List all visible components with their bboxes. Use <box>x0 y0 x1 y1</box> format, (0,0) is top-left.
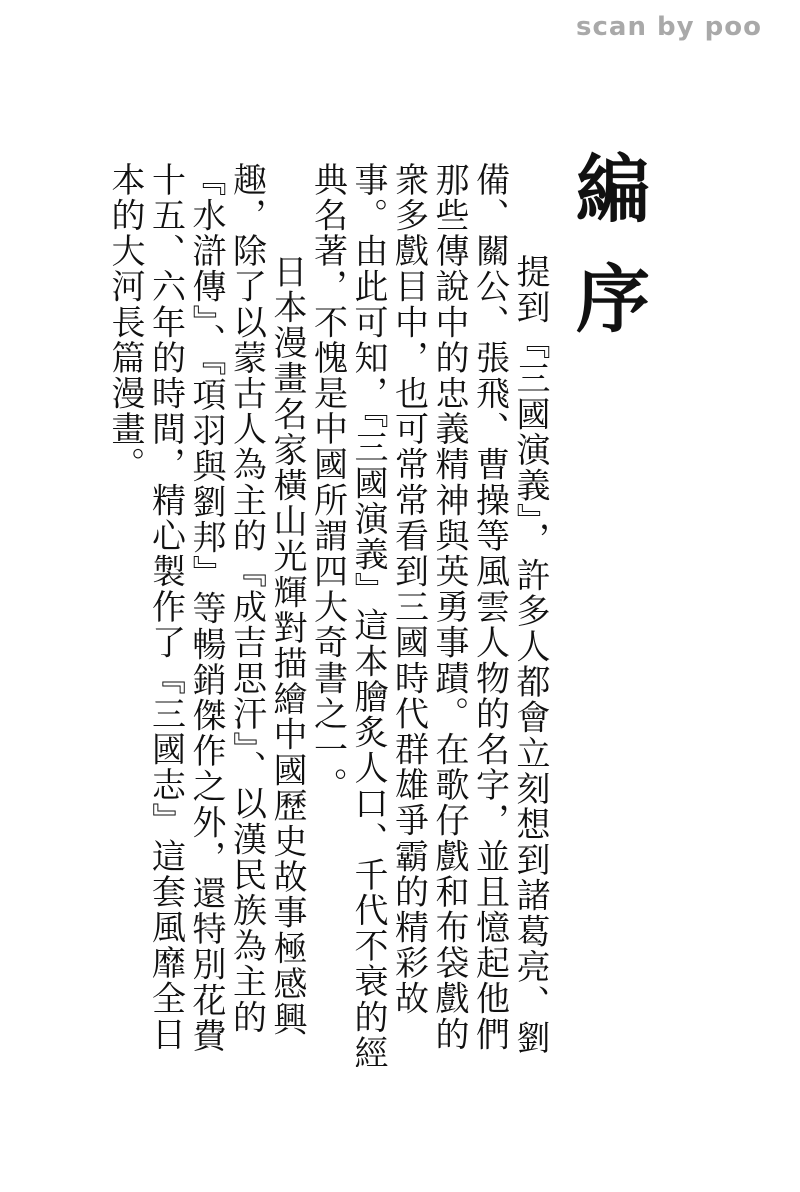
preface-body <box>60 162 550 1082</box>
scan-watermark: scan by poo <box>576 12 762 42</box>
page-title: 編序 <box>564 150 650 370</box>
preface-paragraph-2: 日本漫畫名家橫山光輝對描繪中國歷史故事極感興趣，除了以蒙古人為主的『成吉思汗』、以漢民族為主的『水滸傳』、『項羽與劉邦』等暢銷傑作之外，還特別花費十五、六年的時間，精心製作了『三國志』這套風靡全日本的大河長篇漫畫。 <box>105 162 307 1054</box>
preface-paragraph-1: 提到『三國演義』，許多人都會立刻想到諸葛亮、劉備、關公、張飛、曹操等風雲人物的名字，並且憶起他們那些傳說中的忠義精神與英勇事蹟。在歌仔戲和布袋戲的衆多戲目中，也可常常看到三國時代群雄爭霸的精彩故事。由此可知，『三國演義』這本膾炙人口、千代不衰的經典名著，不愧是中國所謂四大奇書之一。 <box>307 162 550 1071</box>
